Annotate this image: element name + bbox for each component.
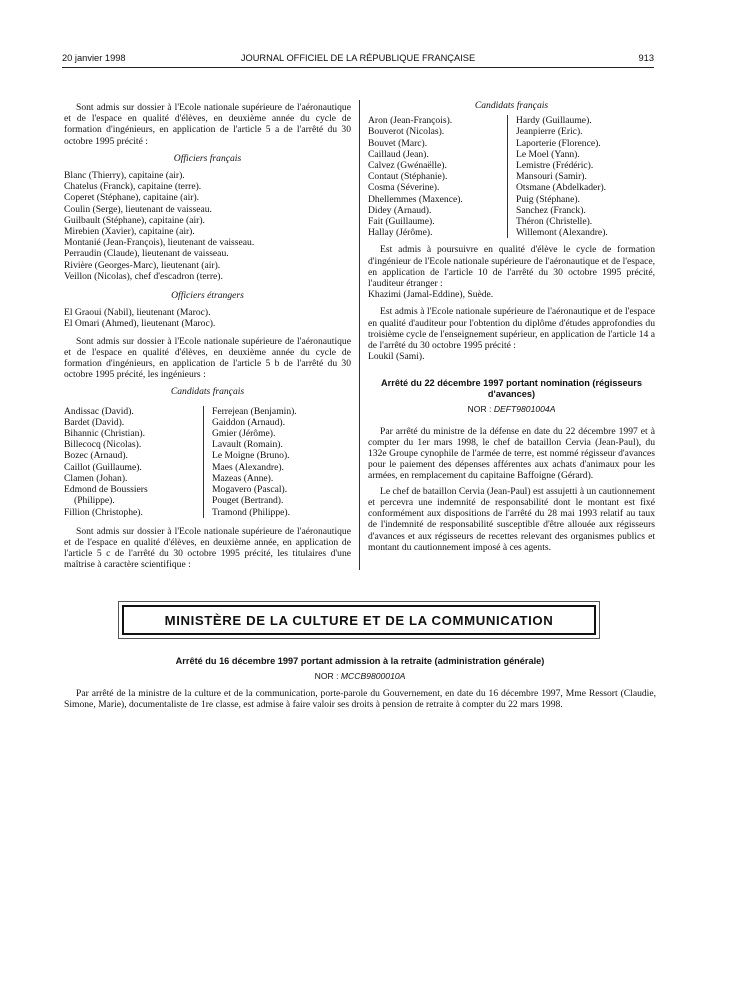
column-divider bbox=[359, 100, 360, 570]
list-item: Lemistre (Frédéric). bbox=[516, 160, 594, 172]
list-item: Puig (Stéphane). bbox=[516, 193, 580, 205]
list-item: Pouget (Bertrand). bbox=[212, 495, 284, 507]
list-item: Mazeas (Anne). bbox=[212, 472, 274, 484]
paragraph-nomination: Par arrêté du ministre de la défense en date du 22 décembre 1997 et à compter du 1er mars 1998, le chef de bataillon Cervia (Jean-Paul), du 132e Groupe cynophile de l'armée de terre, est nommé régisseur d'avances pour le paiement des dépenses afférentes aux achats d'animaux pour les armées, en remplacement du capitaine Baffoigne (Gérard). bbox=[368, 425, 655, 482]
arrete-title-retraite: Arrêté du 16 décembre 1997 portant admission à la retraite (administration générale) bbox=[175, 656, 545, 666]
list-item: Bouverot (Nicolas). bbox=[368, 126, 445, 138]
list-item: Coulin (Serge), lieutenant de vaisseau. bbox=[64, 203, 212, 215]
list-item: Edmond de Boussiers bbox=[64, 484, 148, 496]
list-item: Guilbault (Stéphane), capitaine (air). bbox=[64, 214, 205, 226]
list-item: Perraudin (Claude), lieutenant de vaisseau. bbox=[64, 248, 229, 260]
paragraph-article-10: Est admis à poursuivre en qualité d'élève le cycle de formation d'ingénieur de l'Ecole nationale supérieure de l'aéronautique et de l'espace, en application de l'article 10 de l'arrêté du 30 octobre 1995 précité, l'auditeur étranger : bbox=[368, 244, 655, 290]
left-column bbox=[64, 102, 351, 571]
auditeur-name: Loukil (Sami). bbox=[368, 351, 425, 363]
list-item: Dhellemmes (Maxence). bbox=[368, 193, 463, 205]
right-column bbox=[368, 100, 655, 553]
list-item: Andissac (David). bbox=[64, 405, 134, 417]
candidats-table bbox=[64, 406, 351, 518]
list-item: Montanié (Jean-François), lieutenant de vaisseau. bbox=[64, 237, 255, 249]
list-item: (Philippe). bbox=[74, 495, 115, 507]
list-item: Lavault (Romain). bbox=[212, 439, 283, 451]
list-item: Hardy (Guillaume). bbox=[516, 115, 592, 127]
paragraph-cautionnement: Le chef de bataillon Cervia (Jean-Paul) est assujetti à un cautionnement et percevra une indemnité de responsabilité dont le montant est fixé conformément aux dispositions de l'arrêté du 28 mai 1993 relatif au taux de l'indemnité de responsabilité susceptible d'être allouée aux régisseurs d'avances et aux régisseurs de recettes relevant des organismes publics et montant du cautionnement imposé à ces agents. bbox=[368, 485, 655, 553]
list-item: Aron (Jean-François). bbox=[368, 115, 453, 127]
arrete-retraite bbox=[64, 656, 656, 681]
list-item: Willemont (Alexandre). bbox=[516, 227, 608, 239]
list-item: Coperet (Stéphane), capitaine (air). bbox=[64, 192, 200, 204]
list-item: Caillot (Guillaume). bbox=[64, 461, 142, 473]
list-item: Sanchez (Franck). bbox=[516, 204, 586, 216]
paragraph-article-14a: Est admis à l'Ecole nationale supérieure de l'aéronautique et de l'espace en qualité d'auditeur pour l'obtention du diplôme d'études approfondies du troisième cycle de l'enseignement supérieur, en application de l'article 14 a de l'arrêté du 30 octobre 1995 précité : bbox=[368, 306, 655, 352]
list-officiers-francais bbox=[64, 170, 351, 282]
candidats-column-2 bbox=[507, 115, 655, 238]
nor-value: DEFT9801004A bbox=[493, 404, 556, 415]
list-item: Mogavero (Pascal). bbox=[212, 484, 288, 496]
list-item: Mansouri (Samir). bbox=[516, 171, 587, 183]
list-item: Le Moel (Yann). bbox=[516, 148, 580, 160]
list-officiers-etrangers bbox=[64, 307, 351, 329]
list-item: Calvez (Gwénaëlle). bbox=[368, 160, 447, 172]
list-item: Chatelus (Franck), capitaine (terre). bbox=[64, 181, 202, 193]
list-item: Contaut (Stéphanie). bbox=[368, 171, 448, 183]
list-item: Cosma (Séverine). bbox=[368, 182, 440, 194]
heading-candidats-francais: Candidats français bbox=[170, 386, 245, 398]
heading-officiers-etrangers: Officiers étrangers bbox=[171, 290, 244, 302]
list-item: Maes (Alexandre). bbox=[212, 461, 284, 473]
list-item: Bihannic (Christian). bbox=[64, 428, 145, 440]
candidats-column-1 bbox=[368, 115, 507, 238]
list-item: Le Moigne (Bruno). bbox=[212, 450, 290, 462]
candidats-column-2 bbox=[203, 406, 351, 518]
list-item: Théron (Christelle). bbox=[516, 216, 593, 228]
nor-reference bbox=[64, 671, 656, 681]
candidats-table-2 bbox=[368, 115, 655, 238]
list-item: Rivière (Georges-Marc), lieutenant (air). bbox=[64, 259, 221, 271]
list-item: Caillaud (Jean). bbox=[368, 148, 429, 160]
list-item: Billecocq (Nicolas). bbox=[64, 439, 142, 451]
candidats-column-1 bbox=[64, 406, 203, 518]
list-item: Tramond (Philippe). bbox=[212, 506, 290, 518]
list-item: Gmier (Jérôme). bbox=[212, 428, 276, 440]
paragraph-article-5b: Sont admis sur dossier à l'Ecole nationale supérieure de l'aéronautique et de l'espace en qualité d'élèves, en deuxième année du cycle de formation d'ingénieurs, en application de l'article 5 b de l'arrêté du 30 octobre 1995 précité, les ingénieurs : bbox=[64, 335, 351, 381]
list-item: Hallay (Jérôme). bbox=[368, 227, 433, 239]
header-journal-title: JOURNAL OFFICIEL DE LA RÉPUBLIQUE FRANÇAISE bbox=[240, 53, 476, 63]
nor-label: NOR : bbox=[467, 404, 492, 415]
list-item: Jeanpierre (Eric). bbox=[516, 126, 583, 138]
list-item: Gaiddon (Arnaud). bbox=[212, 416, 285, 428]
header-page-number: 913 bbox=[638, 53, 654, 63]
list-item: Ferrejean (Benjamin). bbox=[212, 405, 297, 417]
running-header bbox=[62, 53, 654, 68]
paragraph-article-5c: Sont admis sur dossier à l'Ecole nationale supérieure de l'aéronautique et de l'espace en qualité d'élèves, en deuxième année, en application de l'article 5 c de l'arrêté du 30 octobre 1995 précité, les titulaires d'une maîtrise à caractère scientifique : bbox=[64, 525, 351, 571]
list-item: Bouvet (Marc). bbox=[368, 137, 428, 149]
heading-candidats-francais-2: Candidats français bbox=[474, 100, 549, 111]
arrete-title-regisseurs: Arrêté du 22 décembre 1997 portant nomination (régisseurs d'avances) bbox=[381, 378, 642, 400]
list-item: Bozec (Arnaud). bbox=[64, 450, 128, 462]
header-date: 20 janvier 1998 bbox=[62, 53, 126, 63]
ministry-banner bbox=[122, 605, 596, 635]
list-item: Veillon (Nicolas), chef d'escadron (terre). bbox=[64, 270, 223, 282]
list-item: El Omari (Ahmed), lieutenant (Maroc). bbox=[64, 318, 216, 330]
list-item: Didey (Arnaud). bbox=[368, 204, 432, 216]
list-item: Fait (Guillaume). bbox=[368, 216, 435, 228]
paragraph-article-5a: Sont admis sur dossier à l'Ecole nationale supérieure de l'aéronautique et de l'espace en qualité d'élèves, en deuxième année du cycle de formation d'ingénieurs, en application de l'article 5 a de l'arrêté du 30 octobre 1995 précité : bbox=[64, 102, 351, 147]
list-item: Fillion (Christophe). bbox=[64, 506, 143, 518]
list-item: El Graoui (Nabil), lieutenant (Maroc). bbox=[64, 307, 211, 319]
list-item: Laporterie (Florence). bbox=[516, 137, 601, 149]
ministry-title: MINISTÈRE DE LA CULTURE ET DE LA COMMUNICATION bbox=[164, 612, 554, 628]
nor-label: NOR : bbox=[314, 671, 339, 681]
paragraph-retraite: Par arrêté de la ministre de la culture et de la communication, porte-parole du Gouvernement, en date du 16 décembre 1997, Mme Ressort (Claudie, Simone, Marie), documentaliste de 1re classe, est admise à faire valoir ses droits à pension de retraite à compter du 22 mars 1998. bbox=[64, 688, 656, 711]
list-item: Otsmane (Abdelkader). bbox=[516, 182, 607, 194]
list-item: Blanc (Thierry), capitaine (air). bbox=[64, 170, 185, 182]
list-item: Bardet (David). bbox=[64, 416, 125, 428]
nor-value: MCCB9800010A bbox=[340, 671, 406, 681]
nor-reference bbox=[368, 404, 655, 415]
heading-officiers-francais: Officiers français bbox=[173, 152, 242, 164]
auditeur-etranger-name: Khazimi (Jamal-Eddine), Suède. bbox=[368, 289, 494, 301]
list-item: Mirebien (Xavier), capitaine (air). bbox=[64, 226, 195, 238]
list-item: Clamen (Johan). bbox=[64, 472, 128, 484]
